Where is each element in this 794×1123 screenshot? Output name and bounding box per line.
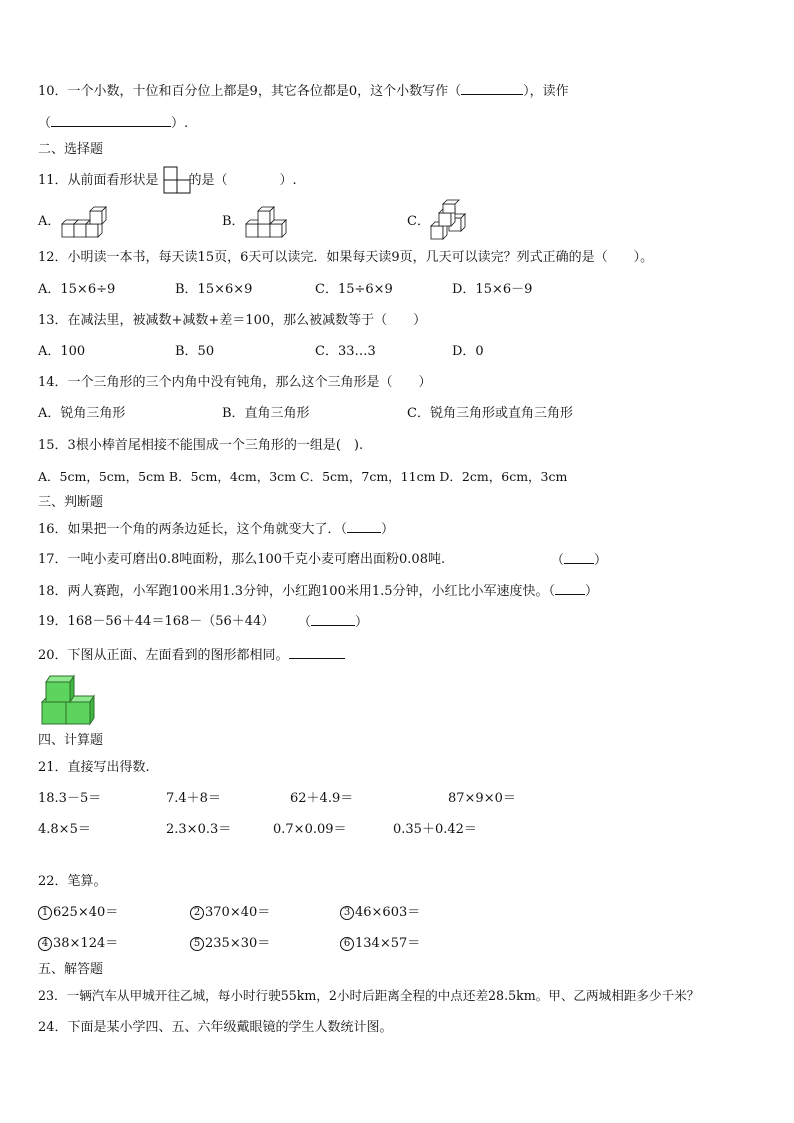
question-21: 21．直接写出得数. [38,760,150,775]
question-22: 22．笔算。 [38,874,107,889]
q22-expr-6: 134×57＝ [355,936,421,951]
q20-stem: 20．下图从正面、左面看到的图形都相同。 [38,648,289,663]
q11-stem-a: 11．从前面看形状是 [38,173,159,188]
q17-blank[interactable] [564,551,594,564]
q11-option-b[interactable]: B． [222,214,245,229]
q18-close: ） [585,584,599,599]
section-choice-title: 二、选择题 [38,142,104,157]
question-20 [38,646,345,665]
q13-option-c[interactable]: C．33…3 [315,344,376,359]
q11-option-b-cubes [244,204,296,238]
question-24: 24．下面是某小学四、五、六年级戴眼镜的学生人数统计图。 [38,1020,393,1035]
q22-item-6 [340,935,420,953]
q21-item-4: 87×9×0＝ [448,791,516,806]
q22-expr-1: 625×40＝ [53,905,119,920]
q10-blank-2[interactable] [51,114,171,127]
q22-num-6: 6 [340,937,354,951]
question-18 [38,582,598,601]
question-12: 12．小明读一本书，每天读15页，6天可以读完．如果每天读9页，几天可以读完？列式正确的是（ ）。 [38,250,654,265]
q21-item-2: 7.4＋8＝ [166,791,221,806]
q22-item-1 [38,904,118,922]
q12-option-a[interactable]: A．15×6÷9 [38,282,116,297]
q19-open: （ [298,615,312,630]
q21-item-3: 62＋4.9＝ [290,791,354,806]
q10-close: ）. [171,116,189,131]
q11-stem-b: 的是（ ）. [188,173,297,188]
q19-close: ） [355,615,369,630]
q22-expr-4: 38×124＝ [53,936,119,951]
q18-blank[interactable] [555,582,585,595]
q22-num-2: 2 [190,906,204,920]
q22-item-3 [340,904,420,922]
q22-num-1: 1 [38,906,52,920]
q13-option-b[interactable]: B．50 [175,344,215,359]
q14-option-c[interactable]: C．锐角三角形或直角三角形 [407,406,573,421]
question-17: 17．一吨小麦可磨出0.8吨面粉，那么100千克小麦可磨出面粉0.08吨. [38,552,446,567]
q22-num-3: 3 [340,906,354,920]
question-13: 13．在减法里，被减数+减数+差＝100，那么被减数等于（ ） [38,313,427,328]
question-15: 15．3根小棒首尾相接不能围成一个三角形的一组是( ). [38,438,364,453]
q13-option-d[interactable]: D．0 [452,344,484,359]
q16-blank[interactable] [347,520,381,533]
q14-option-b[interactable]: B．直角三角形 [222,406,310,421]
q18-stem: 18．两人赛跑，小军跑100米用1.3分钟，小红跑100米用1.5分钟，小红比小军速度快。（ [38,584,556,599]
q10-open: （ [38,116,52,131]
q21-item-6: 2.3×0.3＝ [166,822,232,837]
q22-expr-2: 370×40＝ [205,905,271,920]
q15-options[interactable]: A．5cm，5cm，5cm B．5cm，4cm，3cm C．5cm，7cm，11cm D．2cm，6cm，3cm [38,469,568,484]
q12-option-d[interactable]: D．15×6－9 [452,282,533,297]
q14-option-a[interactable]: A．锐角三角形 [38,406,126,421]
q19-blank[interactable] [311,613,355,626]
q11-option-c[interactable]: C． [407,214,430,229]
question-16 [38,520,394,539]
q20-green-cubes-figure [40,674,104,726]
section-judge-title: 三、判断题 [38,495,104,510]
question-10-line2 [38,114,188,133]
q10-text: 10．一个小数，十位和百分位上都是9，其它各位都是0，这个小数写作（ [38,84,462,99]
q12-option-c[interactable]: C．15÷6×9 [315,282,393,297]
q12-option-b[interactable]: B．15×6×9 [175,282,253,297]
q22-item-5 [190,935,270,953]
question-14: 14．一个三角形的三个内角中没有钝角，那么这个三角形是（ ） [38,375,432,390]
q11-option-c-cubes [429,200,475,240]
q16-stem: 16．如果把一个角的两条边延长，这个角就变大了．（ [38,522,348,537]
q22-item-2 [190,904,270,922]
q19-answer [298,613,368,632]
q21-item-7: 0.7×0.09＝ [273,822,347,837]
q16-close: ） [381,522,395,537]
q22-expr-5: 235×30＝ [205,936,271,951]
question-23: 23．一辆汽车从甲城开往乙城，每小时行驶55km，2小时后距离全程的中点还差28.5km。甲、乙两城相距多少千米？ [38,988,700,1003]
q17-answer [551,551,607,570]
q17-open: （ [551,553,565,568]
q22-item-4 [38,935,118,953]
q21-item-8: 0.35＋0.42＝ [393,822,477,837]
section-calc-title: 四、计算题 [38,733,104,748]
section-solve-title: 五、解答题 [38,962,104,977]
q21-item-1: 18.3－5＝ [38,791,102,806]
q22-num-4: 4 [38,937,52,951]
q10-mid: ），读作 [523,84,569,99]
question-10 [38,82,569,101]
q22-num-5: 5 [190,937,204,951]
q11-option-a-cubes [60,204,112,238]
q17-close: ） [594,553,608,568]
q11-option-a[interactable]: A． [38,214,61,229]
q13-option-a[interactable]: A．100 [38,344,86,359]
q10-blank-1[interactable] [461,82,523,95]
q22-expr-3: 46×603＝ [355,905,421,920]
question-19: 19．168－56＋44＝168－（56＋44） [38,614,275,629]
q20-blank[interactable] [289,646,345,659]
q21-item-5: 4.8×5＝ [38,822,91,837]
q11-front-view-figure [163,166,193,194]
